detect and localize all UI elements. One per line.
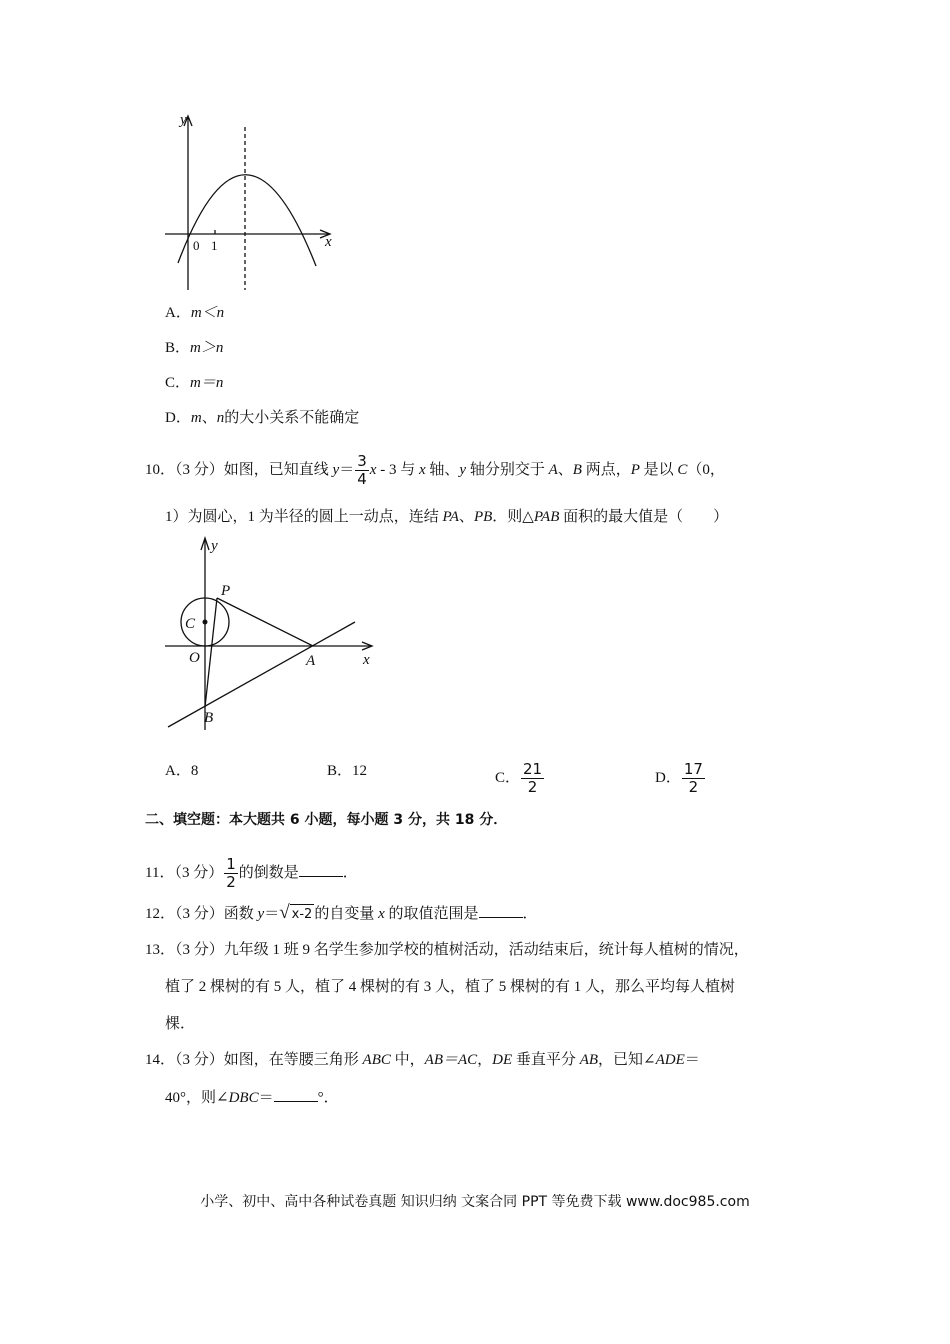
q14-line2: 40°，则∠DBC＝ °．	[165, 1087, 339, 1108]
q9-option-a: A．m＜n	[165, 305, 225, 321]
x-axis-arrow	[320, 230, 330, 238]
label-p: P	[221, 583, 231, 599]
q10-option-c: C． $\frac{21}{2}$	[495, 760, 543, 796]
fig2-y-arrow	[201, 538, 209, 550]
q10-line2: 1）为圆心，1 为半径的圆上一动点，连结 PA、PB．则△PAB 面积的最大值是（ ）	[165, 509, 729, 525]
label-o: O	[189, 650, 200, 666]
answer-blank	[479, 903, 523, 918]
fraction: $\frac{3}{4}$	[357, 452, 367, 488]
q12: 12．（3 分）函数 y＝√ x-2 的自变量 x 的取值范围是 ．	[145, 902, 538, 923]
fig2-x-arrow	[362, 642, 372, 650]
q9-option-d: D．m、n的大小关系不能确定	[165, 410, 360, 426]
y-axis-arrow	[184, 116, 192, 126]
circle-c	[181, 598, 229, 646]
footer: 小学、初中、高中各种试卷真题 知识归纳 文案合同 PPT 等免费下载 www.doc985.com	[200, 1194, 750, 1210]
parabola-curve	[178, 175, 316, 266]
q13-line3: 棵．	[165, 1016, 196, 1032]
label-a: A	[306, 653, 316, 669]
q9-option-b: B．m＞n	[165, 340, 224, 356]
fig1-y-label: y	[180, 112, 187, 128]
label-b: B	[204, 710, 214, 726]
fig2-y-label: y	[211, 538, 218, 554]
q10-option-d: D． $\frac{17}{2}$	[655, 760, 703, 796]
section-heading: 二、填空题：本大题共 6 小题，每小题 3 分，共 18 分．	[145, 812, 508, 828]
fig2-x-label: x	[363, 652, 370, 668]
answer-blank	[274, 1087, 318, 1102]
fig1-x-label: x	[325, 234, 332, 250]
label-c: C	[185, 616, 196, 632]
segment-pb	[205, 598, 217, 707]
q11: 11．（3 分） $\frac{1}{2}$ 的倒数是 ．	[145, 855, 358, 891]
q13-line2: 植了 2 棵树的有 5 人，植了 4 棵树的有 3 人，植了 5 棵树的有 1 人，那么平均每人植树	[165, 979, 736, 995]
q10-option-a: A．8	[165, 763, 199, 779]
answer-blank	[299, 862, 343, 877]
q14-line1: 14．（3 分）如图，在等腰三角形 ABC 中，AB＝AC，DE 垂直平分 AB，已知∠ADE＝	[145, 1052, 700, 1068]
q10-line1: 10．（3 分）如图，已知直线 y＝ $\frac{3}{4}$ x - 3 与 x 轴、y 轴分别交于 A、B 两点，P 是以 C（0，	[145, 452, 725, 488]
fig1-tick0: 0	[193, 238, 200, 253]
q13-line1: 13．（3 分）九年级 1 班 9 名学生参加学校的植树活动，活动结束后，统计每人植树的情况，	[145, 942, 749, 958]
line-ab	[168, 622, 355, 727]
q10-option-b: B．12	[327, 763, 368, 779]
q9-option-c: C．m＝n	[165, 375, 224, 391]
fig1-tick1: 1	[211, 238, 218, 253]
segment-pa	[217, 598, 313, 646]
